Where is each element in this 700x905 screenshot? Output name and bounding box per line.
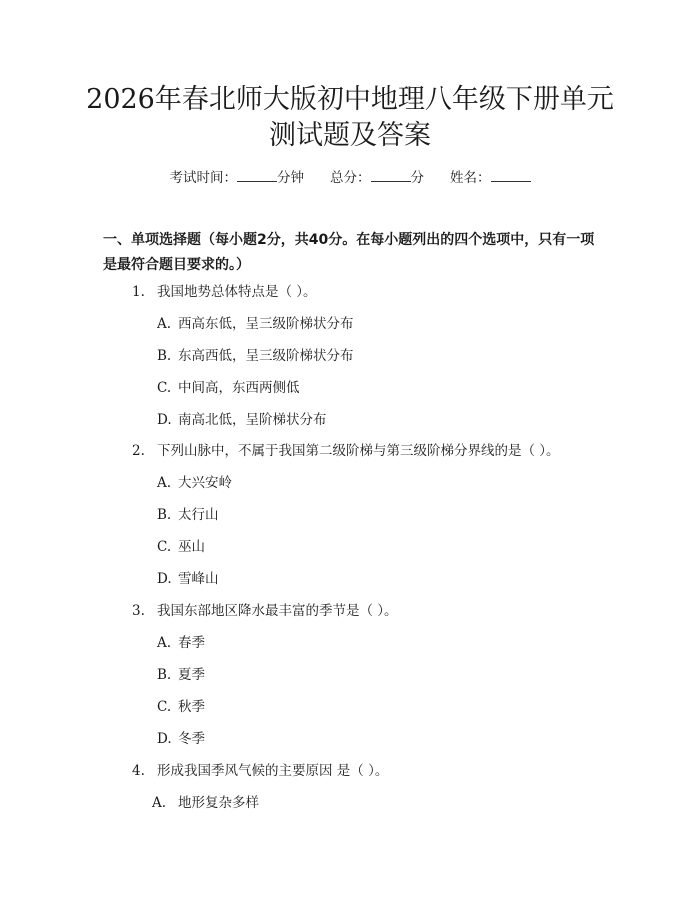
option-text: 中间高，东西两侧低 [178, 380, 300, 396]
option-text: 巫山 [178, 539, 205, 555]
option-text: 西高东低，呈三级阶梯状分布 [178, 316, 354, 332]
option-text: 夏季 [178, 667, 205, 683]
option-letter: C. [157, 539, 172, 555]
option-text: 太行山 [178, 507, 219, 523]
document-title-line-2: 测试题及答案 [269, 120, 431, 151]
option-letter: B. [157, 667, 172, 683]
option-letter: A. [157, 316, 172, 332]
option-letter: B. [157, 507, 172, 523]
question-number: 4. [132, 763, 145, 779]
section-heading-line-1: 一、单项选择题（每小题2分，共40分。在每小题列出的四个选项中，只有一项 [103, 232, 595, 248]
option-text: 南高北低，呈阶梯状分布 [178, 412, 327, 428]
option-letter: D. [157, 412, 172, 428]
option-text: 东高西低，呈三级阶梯状分布 [178, 348, 354, 364]
score-label: 总分： [330, 170, 371, 186]
option-text: 雪峰山 [178, 571, 219, 587]
section-heading-line-2: 是最符合题目要求的。） [103, 257, 250, 273]
option-letter: C. [157, 380, 172, 396]
question-text: 我国地势总体特点是（ ）。 [157, 284, 317, 300]
time-label: 考试时间： [169, 170, 237, 186]
option-letter: A. [157, 635, 172, 651]
question-text: 下列山脉中，不属于我国第二级阶梯与第三级阶梯分界线的是（ ）。 [157, 443, 560, 459]
exam-meta-line [0, 168, 700, 188]
option-letter: C. [157, 699, 172, 715]
question-number: 3. [132, 603, 145, 619]
option-letter: A. [157, 475, 172, 491]
time-blank [237, 168, 277, 182]
question-text: 形成我国季风气候的主要原因 是（ ）。 [157, 763, 389, 779]
option-text: 秋季 [178, 699, 205, 715]
question-number: 1. [132, 284, 145, 300]
name-blank [491, 168, 531, 182]
option-text: 大兴安岭 [178, 475, 232, 491]
score-unit: 分 [410, 170, 424, 186]
question-number: 2. [132, 443, 145, 459]
option-text: 春季 [178, 635, 205, 651]
score-blank [371, 168, 411, 182]
option-letter: D. [157, 731, 172, 747]
question-text: 我国东部地区降水最丰富的季节是（ ）。 [157, 603, 398, 619]
name-label: 姓名： [450, 170, 491, 186]
option-text: 冬季 [178, 731, 205, 747]
option-letter: D. [157, 571, 172, 587]
time-unit: 分钟 [277, 170, 304, 186]
option-letter: B. [157, 348, 172, 364]
option-letter: A. [152, 795, 167, 811]
option-text: 地形复杂多样 [178, 795, 259, 811]
document-title-line-1: 2026年春北师大版初中地理八年级下册单元 [86, 84, 614, 115]
